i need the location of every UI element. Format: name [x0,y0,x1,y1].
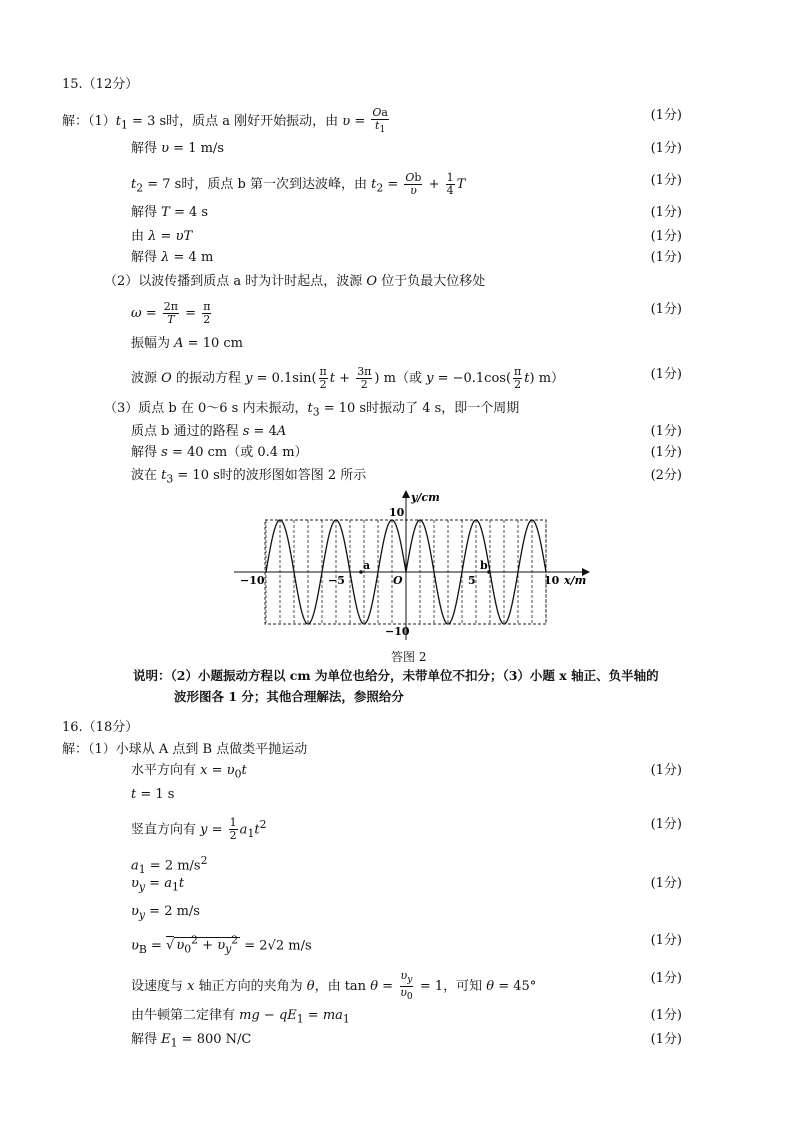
q15-title: 15.（12分） [62,77,139,92]
q15-line-10: 波源 O 的振动方程 y = 0.1sin( $\frac{\pi}{2}$ t + $\frac{3\pi}{2}$ ) m（或 y = −0.1cos( $\frac{\pi}{2}$ t) m） [131,365,565,391]
q16-line-7: $\upsilon_y = 2$ m/s [131,904,200,922]
point-a-label: a [363,559,371,572]
q16-line-1: 解：（1）小球从 A 点到 B 点做类平抛运动 [62,742,308,757]
origin-label: O [393,574,403,587]
q15-line-1: 解：$(1)t_1 = 3$ s时，质点 a 刚好开始振动，由 υ = $\frac{Oa}{t_1}$ [62,106,388,136]
point-b-dot [487,570,491,574]
tick-top: 10 [389,506,405,519]
q16-score-1: (1分) [650,763,682,778]
q16-score-4: (1分) [650,933,682,948]
figure-caption: 答图 2 [391,650,427,664]
q15-line-2: 解得 υ = 1 m/s [131,141,224,156]
q15-score-2: (1分) [650,141,682,156]
x-axis-label: x/m [564,574,587,587]
q15-line-12: 质点 b 通过的路程 s = 4A [131,424,287,439]
q16-line-6: $\upsilon_y = a_1t$ [131,876,185,894]
q15-line-9: 振幅为 A = 10 cm [131,336,243,351]
q15-line-6: 解得 λ = 4 m [131,250,214,265]
q15-score-7: (1分) [650,302,682,317]
q16-line-3: t = 1 s [131,787,175,802]
q15-score-10: (1分) [650,445,682,460]
q16-score-6: (1分) [650,1008,682,1023]
y-axis-arrow [402,490,410,498]
q15-line-13: 解得 s = 40 cm（或 0.4 m） [131,445,308,460]
q16-line-8: $\upsilon_B$ = √ $\upsilon_0^2 + \upsilon_y^2 = 2√2$ m/s [131,934,312,956]
q15-score-9: (1分) [650,424,682,439]
q15-line-3: $t_2 = 7$ s时，质点 b 第一次到达波峰，由 $t_2$ = $\frac{Ob}{\upsilon}$ + $\frac{1}{4}$ T [131,171,466,197]
q16-line-2: 水平方向有 $x = \upsilon_0t$ [131,763,247,781]
q15-line-8: ω = $\frac{2\pi}{T}$ = $\frac{\pi}{2}$ [131,300,211,326]
q16-line-4: 竖直方向有 y = $\frac{1}{2}$ $a_1t^2$ [131,816,267,843]
q15-score-5: (1分) [650,229,682,244]
q16-line-10: 由牛顿第二定律有 mg − $qE_1 = ma_1$ [131,1008,350,1026]
q15-line-4: 解得 T = 4 s [131,205,209,220]
q16-score-5: (1分) [650,971,682,986]
q16-score-7: (1分) [650,1032,682,1047]
q15-score-4: (1分) [650,205,682,220]
q15-score-3: (1分) [650,173,682,188]
tick-bottom: −10 [385,625,410,638]
wave-figure [230,488,600,648]
tick-10: 10 [544,574,560,587]
q16-line-5: $a_1 = 2$ $m/s^2$ [131,854,208,876]
q16-title: 16.（18分） [62,720,139,735]
q15-score-6: (1分) [650,250,682,265]
q16-score-2: (1分) [650,817,682,832]
q16-score-3: (1分) [650,876,682,891]
tick-neg5: −5 [328,574,345,587]
note-line-2: 波形图各 1 分；其他合理解法，参照给分 [174,689,404,704]
note-line-1: 说明：（2）小题振动方程以 cm 为单位也给分，未带单位不扣分；（3）小题 x 轴正、负半轴的 [133,668,659,683]
point-b-label: b [480,559,488,572]
q15-score-11: (2分) [650,468,682,483]
q15-score-1: (1分) [650,108,682,123]
tick-neg10: −10 [240,574,265,587]
q15-score-8: (1分) [650,367,682,382]
q16-line-11: 解得 $E_1 = 800$ N/C [131,1032,252,1050]
q15-line-14: 波在 $t_3 = 10$ s时的波形图如答图 2 所示 [131,468,367,486]
q15-line-5: 由 λ = υT [131,229,193,244]
q15-line-7: （2）以波传播到质点 a 时为计时起点，波源 O 位于负最大位移处 [104,274,486,289]
y-axis-label: y/cm [411,491,440,504]
q15-line-11: （3）质点 b 在 0～6 s 内未振动，$t_3 = 10$ s时振动了 4 s，即一个周期 [104,401,520,419]
tick-5: 5 [468,574,476,587]
q16-line-9: 设速度与 x 轴正方向的夹角为 θ，由 tan θ = $\frac{\upsilon_y}{\upsilon_0}$ = 1，可知 θ = 45° [131,969,537,1003]
